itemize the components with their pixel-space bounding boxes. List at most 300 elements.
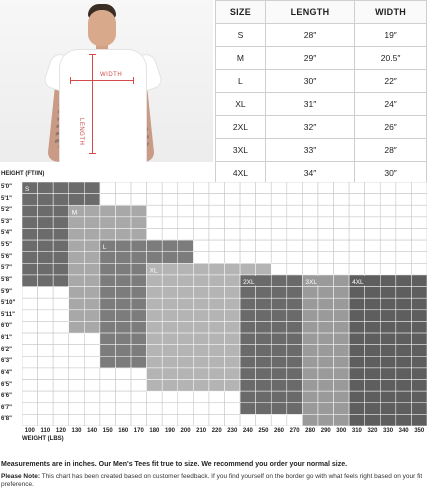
measurement-note: Measurements are in inches. Our Men's Tees fit true to size. We recommend you order your normal size. — [1, 461, 348, 468]
grid-cell — [365, 182, 381, 194]
grid-cell — [334, 194, 350, 206]
region-cell — [318, 414, 334, 426]
region-cell — [365, 356, 381, 368]
weight-tick-label: 340 — [398, 428, 409, 434]
grid-cell — [22, 345, 38, 357]
size-region-label: S — [25, 186, 30, 194]
region-cell — [411, 321, 427, 333]
region-cell — [84, 217, 100, 229]
weight-tick-label: 180 — [149, 428, 160, 434]
grid-cell — [22, 310, 38, 322]
grid-cell — [256, 205, 272, 217]
grid-cell — [100, 194, 116, 206]
region-cell — [193, 345, 209, 357]
region-cell — [225, 263, 241, 275]
weight-tick-label: 210 — [196, 428, 207, 434]
grid-cell — [147, 228, 163, 240]
grid-cell — [396, 240, 412, 252]
grid-cell — [411, 252, 427, 264]
height-tick-label: 6'0" — [1, 323, 12, 330]
region-cell — [162, 287, 178, 299]
region-cell — [396, 321, 412, 333]
grid-cell — [209, 240, 225, 252]
region-cell — [380, 368, 396, 380]
size-cell: XL — [216, 93, 266, 116]
region-cell — [209, 263, 225, 275]
region-cell — [193, 275, 209, 287]
grid-cell — [380, 240, 396, 252]
region-cell — [115, 310, 131, 322]
region-cell — [256, 298, 272, 310]
region-cell — [318, 368, 334, 380]
grid-cell — [131, 380, 147, 392]
region-cell — [411, 414, 427, 426]
region-cell — [38, 263, 54, 275]
weight-tick-label: 330 — [383, 428, 394, 434]
grid-cell — [100, 368, 116, 380]
region-cell — [115, 217, 131, 229]
grid-cell — [84, 345, 100, 357]
region-cell — [53, 217, 69, 229]
grid-cell — [302, 217, 318, 229]
grid-cell — [240, 228, 256, 240]
grid-cell — [38, 403, 54, 415]
region-cell — [271, 298, 287, 310]
region-cell — [131, 217, 147, 229]
length-cell: 30″ — [265, 70, 354, 93]
weight-tick-label: 260 — [274, 428, 285, 434]
region-cell — [411, 356, 427, 368]
region-cell — [411, 403, 427, 415]
height-tick-label: 6'7" — [1, 404, 12, 411]
region-cell — [69, 298, 85, 310]
region-cell — [178, 263, 194, 275]
grid-cell — [193, 240, 209, 252]
grid-cell — [147, 414, 163, 426]
region-cell — [349, 368, 365, 380]
region-cell — [178, 298, 194, 310]
table-row — [216, 116, 427, 139]
region-cell — [38, 252, 54, 264]
region-cell — [349, 310, 365, 322]
grid-cell — [178, 403, 194, 415]
region-cell — [380, 333, 396, 345]
region-cell — [100, 287, 116, 299]
grid-cell — [287, 217, 303, 229]
region-cell — [396, 368, 412, 380]
region-cell — [69, 321, 85, 333]
region-cell — [178, 368, 194, 380]
grid-cell — [53, 310, 69, 322]
region-cell — [287, 391, 303, 403]
region-cell — [256, 380, 272, 392]
region-cell — [365, 310, 381, 322]
grid-cell — [365, 240, 381, 252]
region-cell — [240, 321, 256, 333]
region-cell — [334, 356, 350, 368]
table-row — [216, 93, 427, 116]
size-column-header: SIZE — [216, 1, 266, 24]
grid-cell — [209, 217, 225, 229]
region-cell — [131, 298, 147, 310]
height-tick-label: 6'6" — [1, 393, 12, 400]
region-cell — [53, 194, 69, 206]
region-cell — [162, 345, 178, 357]
region-cell — [162, 356, 178, 368]
grid-cell — [53, 403, 69, 415]
grid-cell — [334, 182, 350, 194]
region-cell — [380, 298, 396, 310]
region-cell — [209, 380, 225, 392]
size-region-label: L — [102, 244, 107, 252]
region-cell — [256, 391, 272, 403]
region-cell — [193, 263, 209, 275]
region-cell — [115, 356, 131, 368]
region-cell — [84, 298, 100, 310]
height-tick-label: 6'8" — [1, 416, 12, 423]
region-cell — [287, 356, 303, 368]
height-tick-label: 5'5" — [1, 242, 12, 249]
region-cell — [287, 298, 303, 310]
grid-cell — [225, 182, 241, 194]
region-cell — [396, 345, 412, 357]
grid-cell — [256, 414, 272, 426]
region-cell — [100, 310, 116, 322]
region-cell — [271, 333, 287, 345]
grid-cell — [53, 287, 69, 299]
height-tick-label: 5'2" — [1, 207, 12, 214]
grid-cell — [115, 391, 131, 403]
height-tick-label: 5'1" — [1, 195, 12, 202]
region-cell — [100, 298, 116, 310]
region-cell — [349, 287, 365, 299]
region-cell — [115, 228, 131, 240]
region-cell — [69, 182, 85, 194]
grid-cell — [115, 194, 131, 206]
grid-cell — [131, 194, 147, 206]
grid-cell — [380, 263, 396, 275]
region-cell — [271, 380, 287, 392]
grid-cell — [53, 298, 69, 310]
grid-cell — [193, 182, 209, 194]
grid-cell — [380, 205, 396, 217]
region-cell — [209, 298, 225, 310]
grid-cell — [38, 333, 54, 345]
grid-cell — [193, 228, 209, 240]
region-cell — [240, 263, 256, 275]
region-cell — [38, 275, 54, 287]
region-cell — [69, 263, 85, 275]
region-cell — [115, 240, 131, 252]
region-cell — [209, 368, 225, 380]
width-column-header: WIDTH — [355, 1, 427, 24]
region-cell — [38, 194, 54, 206]
grid-cell — [271, 194, 287, 206]
size-table-header-row — [216, 1, 427, 24]
weight-tick-label: 220 — [211, 428, 222, 434]
region-cell — [100, 275, 116, 287]
grid-cell — [349, 205, 365, 217]
table-row — [216, 24, 427, 47]
region-cell — [131, 205, 147, 217]
grid-cell — [271, 414, 287, 426]
region-cell — [349, 356, 365, 368]
region-cell — [225, 345, 241, 357]
height-tick-label: 6'3" — [1, 358, 12, 365]
region-cell — [240, 310, 256, 322]
grid-cell — [225, 217, 241, 229]
grid-cell — [131, 414, 147, 426]
region-cell — [131, 321, 147, 333]
region-cell — [53, 252, 69, 264]
weight-tick-label: 270 — [289, 428, 300, 434]
region-cell — [271, 275, 287, 287]
region-cell — [271, 310, 287, 322]
weight-tick-label: 310 — [351, 428, 362, 434]
fit-grid — [22, 182, 427, 426]
grid-cell — [287, 228, 303, 240]
grid-cell — [240, 205, 256, 217]
region-cell — [225, 333, 241, 345]
region-cell — [318, 345, 334, 357]
region-cell — [193, 356, 209, 368]
region-cell — [131, 333, 147, 345]
head — [88, 10, 116, 46]
grid-cell — [100, 391, 116, 403]
region-cell — [100, 263, 116, 275]
table-row — [216, 139, 427, 162]
grid-cell — [100, 182, 116, 194]
grid-cell — [411, 182, 427, 194]
region-cell — [318, 380, 334, 392]
region-cell — [147, 380, 163, 392]
grid-cell — [115, 380, 131, 392]
size-region-label: M — [71, 209, 78, 217]
region-cell — [302, 368, 318, 380]
size-table — [215, 0, 427, 185]
grid-cell — [53, 380, 69, 392]
width-measure-label: WIDTH — [100, 72, 123, 78]
region-cell — [193, 368, 209, 380]
length-cell: 31″ — [265, 93, 354, 116]
model-photo — [0, 0, 213, 162]
grid-cell — [225, 391, 241, 403]
region-cell — [162, 263, 178, 275]
region-cell — [365, 287, 381, 299]
height-tick-label: 5'7" — [1, 265, 12, 272]
region-cell — [131, 310, 147, 322]
grid-cell — [38, 414, 54, 426]
grid-cell — [38, 287, 54, 299]
height-tick-label: 5'10" — [1, 300, 16, 307]
region-cell — [256, 403, 272, 415]
grid-cell — [411, 263, 427, 275]
region-cell — [209, 275, 225, 287]
region-cell — [100, 217, 116, 229]
region-cell — [53, 205, 69, 217]
grid-cell — [22, 368, 38, 380]
height-tick-label: 5'8" — [1, 276, 12, 283]
region-cell — [396, 380, 412, 392]
grid-cell — [38, 298, 54, 310]
region-cell — [271, 287, 287, 299]
grid-cell — [53, 345, 69, 357]
region-cell — [22, 217, 38, 229]
grid-cell — [84, 391, 100, 403]
region-cell — [271, 345, 287, 357]
region-cell — [302, 380, 318, 392]
size-region-label: XL — [149, 267, 158, 275]
grid-cell — [162, 217, 178, 229]
region-cell — [115, 287, 131, 299]
region-cell — [349, 414, 365, 426]
region-cell — [162, 333, 178, 345]
region-cell — [380, 403, 396, 415]
grid-cell — [22, 391, 38, 403]
region-cell — [240, 345, 256, 357]
grid-cell — [115, 368, 131, 380]
grid-cell — [380, 228, 396, 240]
region-cell — [178, 333, 194, 345]
fit-note — [1, 473, 426, 489]
grid-cell — [53, 321, 69, 333]
region-cell — [396, 414, 412, 426]
grid-cell — [396, 205, 412, 217]
region-cell — [115, 252, 131, 264]
region-cell — [131, 240, 147, 252]
fit-note-label: Please Note: — [1, 473, 41, 480]
region-cell — [287, 380, 303, 392]
region-cell — [178, 240, 194, 252]
region-cell — [334, 380, 350, 392]
region-cell — [209, 345, 225, 357]
grid-cell — [302, 205, 318, 217]
width-cell: 30″ — [355, 162, 427, 185]
grid-cell — [69, 333, 85, 345]
grid-cell — [225, 414, 241, 426]
region-cell — [53, 240, 69, 252]
grid-cell — [178, 194, 194, 206]
grid-cell — [240, 182, 256, 194]
region-cell — [147, 252, 163, 264]
size-region-label: 4XL — [352, 279, 364, 287]
grid-cell — [162, 403, 178, 415]
grid-cell — [271, 205, 287, 217]
grid-cell — [69, 403, 85, 415]
region-cell — [162, 252, 178, 264]
grid-cell — [318, 263, 334, 275]
grid-cell — [396, 228, 412, 240]
grid-cell — [365, 228, 381, 240]
region-cell — [302, 345, 318, 357]
grid-cell — [131, 403, 147, 415]
region-cell — [302, 356, 318, 368]
region-cell — [53, 275, 69, 287]
region-cell — [396, 287, 412, 299]
grid-cell — [38, 380, 54, 392]
grid-cell — [302, 240, 318, 252]
region-cell — [22, 263, 38, 275]
region-cell — [69, 217, 85, 229]
region-cell — [131, 345, 147, 357]
grid-cell — [318, 194, 334, 206]
region-cell — [147, 240, 163, 252]
grid-cell — [38, 310, 54, 322]
grid-cell — [411, 217, 427, 229]
region-cell — [411, 333, 427, 345]
grid-cell — [38, 345, 54, 357]
grid-cell — [193, 403, 209, 415]
region-cell — [365, 368, 381, 380]
region-cell — [131, 275, 147, 287]
region-cell — [147, 298, 163, 310]
region-cell — [380, 414, 396, 426]
grid-cell — [193, 217, 209, 229]
grid-cell — [271, 217, 287, 229]
grid-cell — [334, 217, 350, 229]
region-cell — [240, 356, 256, 368]
grid-cell — [162, 205, 178, 217]
length-column-header: LENGTH — [265, 1, 354, 24]
region-cell — [256, 333, 272, 345]
grid-cell — [84, 380, 100, 392]
region-cell — [287, 321, 303, 333]
height-tick-label: 5'6" — [1, 253, 12, 260]
grid-cell — [115, 414, 131, 426]
grid-cell — [162, 414, 178, 426]
grid-cell — [193, 194, 209, 206]
region-cell — [115, 321, 131, 333]
grid-cell — [318, 182, 334, 194]
grid-cell — [396, 217, 412, 229]
region-cell — [365, 333, 381, 345]
region-cell — [22, 205, 38, 217]
region-cell — [271, 403, 287, 415]
size-cell: M — [216, 47, 266, 70]
grid-cell — [178, 228, 194, 240]
region-cell — [209, 356, 225, 368]
length-cell: 29″ — [265, 47, 354, 70]
region-cell — [334, 275, 350, 287]
weight-tick-label: 280 — [305, 428, 316, 434]
region-cell — [69, 252, 85, 264]
region-cell — [349, 380, 365, 392]
size-cell: 3XL — [216, 139, 266, 162]
region-cell — [396, 298, 412, 310]
region-cell — [240, 368, 256, 380]
grid-cell — [365, 194, 381, 206]
region-cell — [240, 287, 256, 299]
grid-cell — [22, 298, 38, 310]
weight-tick-label: 140 — [87, 428, 98, 434]
grid-cell — [302, 194, 318, 206]
grid-cell — [162, 182, 178, 194]
region-cell — [411, 391, 427, 403]
grid-cell — [22, 380, 38, 392]
grid-cell — [209, 194, 225, 206]
region-cell — [69, 228, 85, 240]
region-cell — [287, 403, 303, 415]
region-cell — [84, 182, 100, 194]
height-tick-label: 6'4" — [1, 369, 12, 376]
region-cell — [162, 380, 178, 392]
fit-grid-svg — [22, 182, 427, 426]
grid-cell — [209, 228, 225, 240]
weight-tick-label: 170 — [133, 428, 144, 434]
region-cell — [178, 287, 194, 299]
width-cell: 24″ — [355, 93, 427, 116]
grid-cell — [225, 194, 241, 206]
